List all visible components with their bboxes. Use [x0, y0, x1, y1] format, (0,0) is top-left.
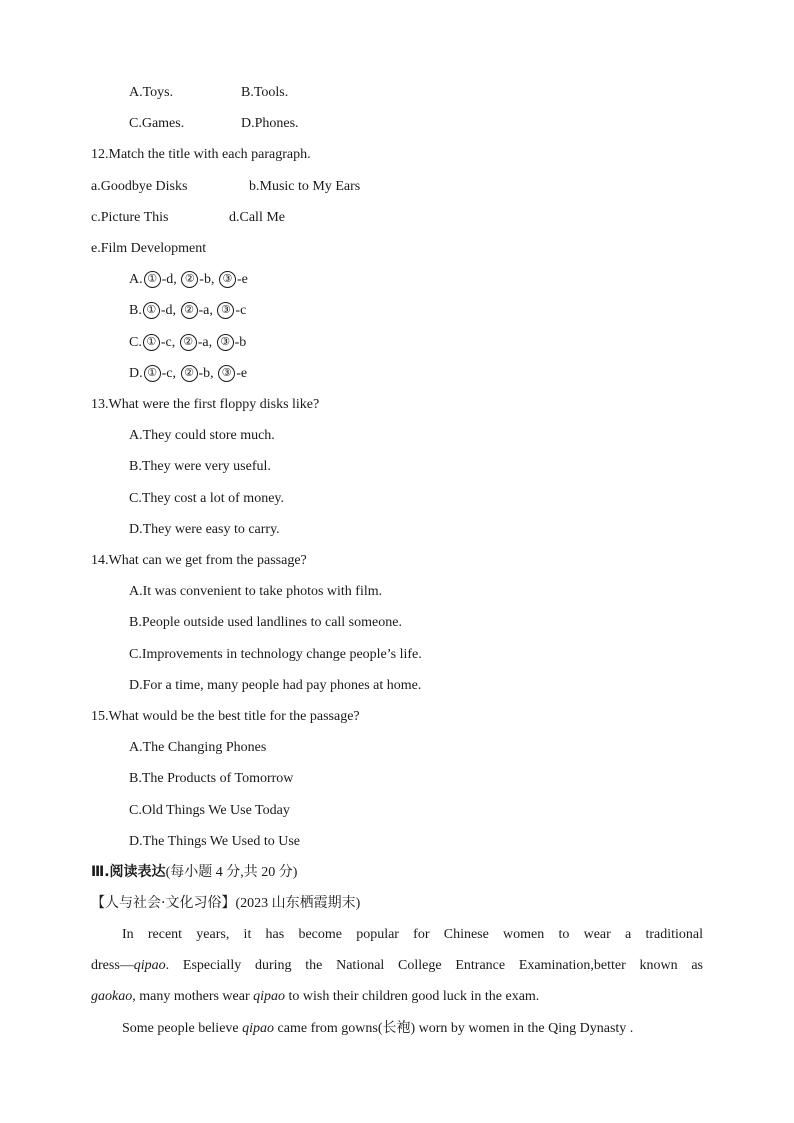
- q12-option-a[interactable]: A. ① -d, ② -b, ③ -e: [129, 272, 248, 287]
- q11-option-d[interactable]: D.Phones.: [241, 116, 299, 131]
- section-note: (每小题 4 分,共 20 分): [165, 865, 298, 880]
- q12-option-d[interactable]: D. ① -c, ② -b, ③ -e: [129, 366, 248, 381]
- passage-p2-line1: Some people believe qipao came from gowns(长袍) worn by women in the Qing Dynasty .: [122, 1021, 634, 1036]
- q12-option-b[interactable]: B. ① -d, ② -a, ③ -c: [129, 303, 247, 318]
- q11-option-c[interactable]: C.Games.: [129, 116, 185, 131]
- q15-option-c[interactable]: C.Old Things We Use Today: [129, 803, 290, 818]
- topic-label: 【人与社会·文化习俗】: [91, 895, 236, 911]
- q12-title-c: c.Picture This: [91, 210, 169, 225]
- section-heading: [91, 863, 297, 882]
- q14-option-c[interactable]: C.Improvements in technology change people’s life.: [129, 647, 422, 662]
- q12-title-e: e.Film Development: [91, 241, 207, 256]
- topic-source: (2023 山东栖霞期末): [235, 896, 361, 911]
- q11-option-b[interactable]: B.Tools.: [241, 85, 289, 100]
- passage-p1-line2: dress—qipao. Especially during the National College Entrance Examination,better known as: [91, 958, 703, 973]
- q14-option-d[interactable]: D.For a time, many people had pay phones at home.: [129, 678, 422, 693]
- q15-option-b[interactable]: B.The Products of Tomorrow: [129, 771, 294, 786]
- q15-option-d[interactable]: D.The Things We Used to Use: [129, 834, 301, 849]
- q12-title-a: a.Goodbye Disks: [91, 179, 188, 194]
- q12-option-c[interactable]: C. ① -c, ② -a, ③ -b: [129, 335, 247, 350]
- q14-option-a[interactable]: A.It was convenient to take photos with film.: [129, 584, 383, 599]
- section-title: Ⅲ.阅读表达: [91, 864, 166, 880]
- passage-p1-line3: gaokao, many mothers wear qipao to wish their children good luck in the exam.: [91, 989, 540, 1004]
- q12-stem: 12.Match the title with each paragraph.: [91, 147, 311, 162]
- q13-stem: 13.What were the first floppy disks like?: [91, 397, 320, 412]
- q13-option-c[interactable]: C.They cost a lot of money.: [129, 491, 285, 506]
- q13-option-a[interactable]: A.They could store much.: [129, 428, 275, 443]
- q11-option-a[interactable]: A.Toys.: [129, 85, 174, 100]
- q15-stem: 15.What would be the best title for the passage?: [91, 709, 360, 724]
- q12-title-d: d.Call Me: [229, 210, 285, 225]
- q13-option-d[interactable]: D.They were easy to carry.: [129, 522, 280, 537]
- q13-option-b[interactable]: B.They were very useful.: [129, 459, 271, 474]
- passage-p1-line1: In recent years, it has become popular for Chinese women to wear a traditional: [122, 927, 703, 942]
- q12-title-b: b.Music to My Ears: [249, 179, 361, 194]
- q15-option-a[interactable]: A.The Changing Phones: [129, 740, 267, 755]
- q14-option-b[interactable]: B.People outside used landlines to call someone.: [129, 615, 402, 630]
- topic-tag: [91, 894, 360, 913]
- q14-stem: 14.What can we get from the passage?: [91, 553, 307, 568]
